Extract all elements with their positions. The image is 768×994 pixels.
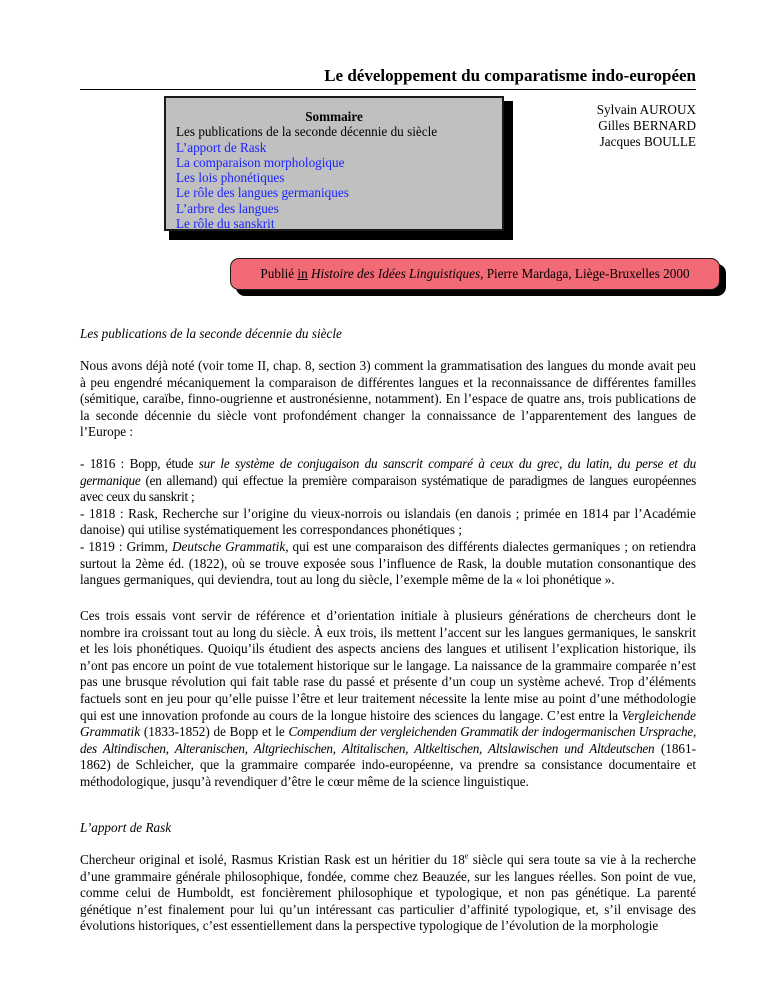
author-auroux: Sylvain AUROUX (596, 102, 696, 117)
rask-superscript: e (464, 851, 469, 861)
essais-text-c: (1861-1862) de Schleicher, que la grammaire comparée indo-européenne, va prendre sa consistance documentaire et méthodologique, jusqu’à revendiquer d’être le cœur même de la science linguistique. (80, 740, 696, 789)
document-title: Le développement du comparatisme indo-européen (324, 66, 696, 85)
essais-text-b: (1833-1852) de Bopp et le (140, 724, 289, 740)
author-list (540, 102, 696, 150)
section1-intro (80, 358, 696, 441)
grimm-text-b: , qui est une comparaison des différents dialectes germaniques ; on retiendra surtout la 2ème éd. (1822), où se trouve exposée sous l’influence de Rask, la double mutation consonantique des langues germaniques, qui deviendra, tout au long du siècle, l’exemple même de la « loi phonétique ». (80, 538, 697, 588)
toc-link-arbre-langues[interactable]: L’arbre des langues (176, 200, 279, 216)
author-bernard: Gilles BERNARD (598, 118, 696, 133)
rask-text-a: Chercheur original et isolé, Rasmus Kristian Rask est un héritier du 18 (80, 852, 465, 867)
toc-link-apport-rask[interactable]: L’apport de Rask (176, 139, 267, 155)
paragraph-essais (80, 608, 696, 791)
publication-work-title: Histoire des Idées Linguistiques (310, 266, 481, 281)
toc-item-publications: Les publications de la seconde décennie du siècle (176, 124, 438, 140)
toc-link-langues-germaniques[interactable]: Le rôle des langues germaniques (176, 185, 349, 201)
list-item-rask: - 1818 : Rask, Recherche sur l’origine du vieux-norrois ou islandais (en danois ; primée en 1814 par l’Académie danoise) qui utilise systématiquement les correspondances phonétiques ; (80, 505, 696, 538)
toc-link-lois-phonetiques[interactable]: Les lois phonétiques (176, 170, 285, 186)
paragraph-rask (80, 852, 696, 935)
author-boulle: Jacques BOULLE (599, 134, 696, 149)
intro-paragraph: Nous avons déjà noté (voir tome II, chap. 8, section 3) comment la grammatisation des langues du monde avait peu à peu engendré mécaniquement la comparaison de différentes langues et la reconnaissance de différentes familles (sémitique, caraïbe, finno-ougrienne et austronésienne, notamment). En l’espace de quatre ans, trois publications de la seconde décennie du siècle vont profondément changer la connaissance de l’apparentement des langues de l’Europe : (80, 358, 696, 440)
essais-text-a: Ces trois essais vont servir de référence et d’orientation initiale à plusieurs générations de chercheurs dont le nombre ira croissant tout au long du siècle. À eux trois, ils mettent l’accent sur les langues germaniques, le sanskrit et les lois phonétiques. Quoiqu’ils étudient des aspects anciens des langues et utilisent l’explication historique, ils n’ont pas encore un point de vue totalement historique sur le langage. La naissance de la grammaire comparée n’est pas une brusque révolution qui fait table rase du passé et présente d’un coup un système achevé. Trop d’éléments factuels sont en jeu pour qu’elle puisse l’être et leur traitement nécessite la lente mise au point d’une méthodologie qui est une innovation profonde au cours de la longue histoire des sciences du langage. C’est entre la (80, 608, 696, 723)
publication-suffix: , Pierre Mardaga, Liège-Bruxelles 2000 (480, 266, 690, 281)
list-item-grimm (80, 539, 696, 589)
schleicher-compendium-title: Compendium der vergleichenden Grammatik der indogermanischen Ursprache, des Altindischen, Alteranischen, Altgriechischen, Altitalischen, Altkeltischen, Altslawischen und Altdeutschen (80, 724, 696, 756)
bopp-work-title: sur le système de conjugaison du sanscrit comparé à ceux du grec, du latin, du perse et du germanique (80, 456, 696, 488)
section1-paragraph2 (80, 608, 696, 791)
bopp-vergleichende-title: Vergleichende Grammatik (80, 707, 696, 740)
section2-paragraph (80, 852, 696, 935)
grimm-text-a: - 1819 : Grimm, (80, 538, 173, 554)
publication-prefix: Publié (260, 266, 298, 281)
rask-text-b: siècle qui sera toute sa vie à la recherche d’une grammaire générale philosophique, fondée, comme chez Beauzée, sur les langues réelles. Son point de vue, comme celui de Humboldt, est foncièrement philosophique et typologique, et non pas génétique. La parenté génétique n’est finalement pour lui qu’un intéressant cas particulier d’affinité typologique, et, s’il envisage des évolutions historiques, c’est essentiellement dans la perspective typologique de l’évolution de la morphologie (80, 852, 696, 934)
grimm-work-title: Deutsche Grammatik (172, 538, 286, 554)
toc-link-comparaison-morphologique[interactable]: La comparaison morphologique (176, 154, 345, 170)
section-heading-rask: L’apport de Rask (80, 820, 172, 835)
publication-list (80, 456, 696, 589)
publication-in-word: in (297, 266, 308, 281)
title-rule (80, 89, 696, 90)
table-of-contents (164, 96, 504, 231)
toc-heading: Sommaire (305, 109, 363, 124)
bopp-text-a: - 1816 : Bopp, étude (80, 456, 199, 471)
section-heading-publications: Les publications de la seconde décennie du siècle (80, 326, 342, 341)
toc-link-role-sanskrit[interactable]: Le rôle du sanskrit (176, 216, 275, 232)
bopp-text-b: (en allemand) qui effectue la première comparaison systématique de paradigmes de langues européennes avec ceux du sanskrit ; (80, 472, 696, 505)
list-item-bopp (80, 456, 696, 506)
publication-banner (230, 258, 720, 290)
